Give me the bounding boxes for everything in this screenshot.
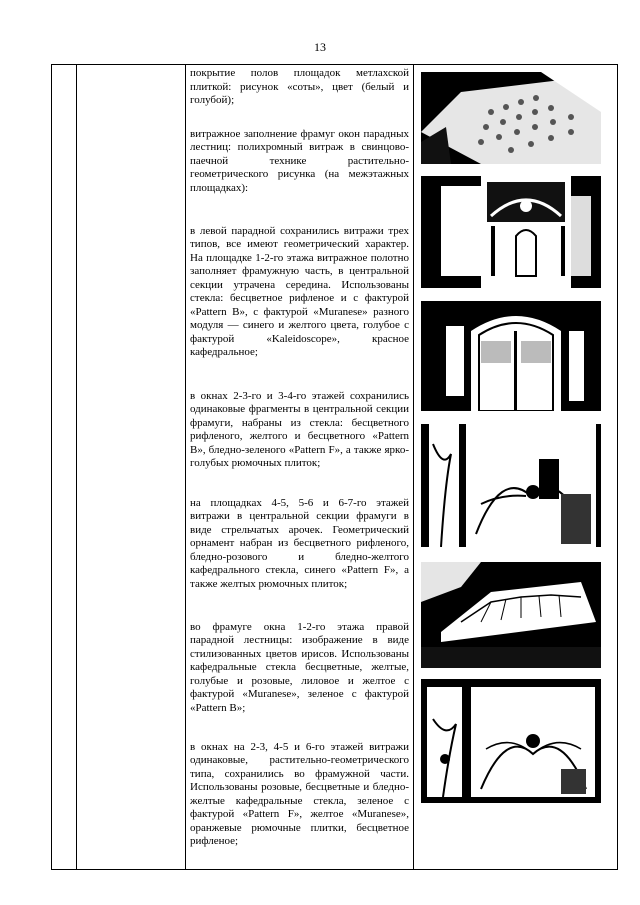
- photo-stained-glass-window-1: [421, 176, 601, 288]
- description-paragraph: в окнах 2-3-го и 3-4-го этажей сохранились одинаковые фрагменты в центральной секции фрамуги, набраны из стекла: бесцветного рифленого, желтого и бесцветного «Pattern B», бледно-зеленого «Pattern F», а также ярко-голубых рюмочных плиток;: [190, 389, 409, 469]
- row-number-cell: [52, 65, 77, 870]
- description-cell: [186, 65, 414, 870]
- photo-stained-glass-window-2: [421, 301, 601, 411]
- description-paragraph: витражное заполнение фрамуг окон парадных лестниц: полихромный витраж в свинцово-паечной технике растительно-геометрического рисунка (на межэтажных площадках):: [190, 127, 409, 194]
- page-number: 13: [314, 40, 326, 54]
- heritage-table: [51, 64, 618, 870]
- description-paragraph: во фрамуге окна 1-2-го этажа правой парадной лестницы: изображение в виде стилизованных цветов ирисов. Использованы кафедральные стекла бесцветные, желтые, голубые и розовые, лиловое и желтое с фактурой «Muranese», зеленое с фактурой «Pattern B»;: [190, 620, 409, 714]
- description-paragraph: в окнах на 2-3, 4-5 и 6-го этажей витражи одинаковые, растительно-геометрического типа, сохранились во фрамужной части. Использованы розовые, бесцветные и бледно-желтые кафедральные стекла, зеленое с фактурой «Pattern F», желтое «Muranese», оранжевые рюмочные плитки, бесцветное рифленое;: [190, 740, 409, 847]
- photo-floral-stained-glass: [421, 679, 601, 803]
- photo-iris-window: [421, 562, 601, 668]
- object-name-cell: [77, 65, 186, 870]
- description-paragraph: покрытие полов площадок метлахской плиткой: рисунок «соты», цвет (белый и голубой);: [190, 67, 409, 106]
- description-paragraph: на площадках 4-5, 5-6 и 6-7-го этажей витражи в центральной секции фрамуги в виде стрельчатых арочек. Геометрический орнамент набран из бесцветного рифленого, бледно-розового и бледно-желтого кафедрального стекла, синего «Pattern F», а также желтых рюмочных плиток;: [190, 496, 409, 590]
- photo-stained-glass-arches: [421, 424, 601, 547]
- table-row: [52, 65, 618, 870]
- photo-cell: [414, 65, 618, 870]
- description-paragraph: в левой парадной сохранились витражи трех типов, все имеют геометрический характер. На площадке 1-2-го этажа витражное полотно заполняет фрамужную часть, в центральной секции утрачена середина. Использованы стекла: бесцветное рифленое и с фактурой «Pattern B», с фактурой «Muranese» разного модуля — синего и желтого цвета, голубое с фактурой «Kaleidoscope», красное кафедральное;: [190, 224, 409, 358]
- photo-floor-tiles: [421, 72, 601, 164]
